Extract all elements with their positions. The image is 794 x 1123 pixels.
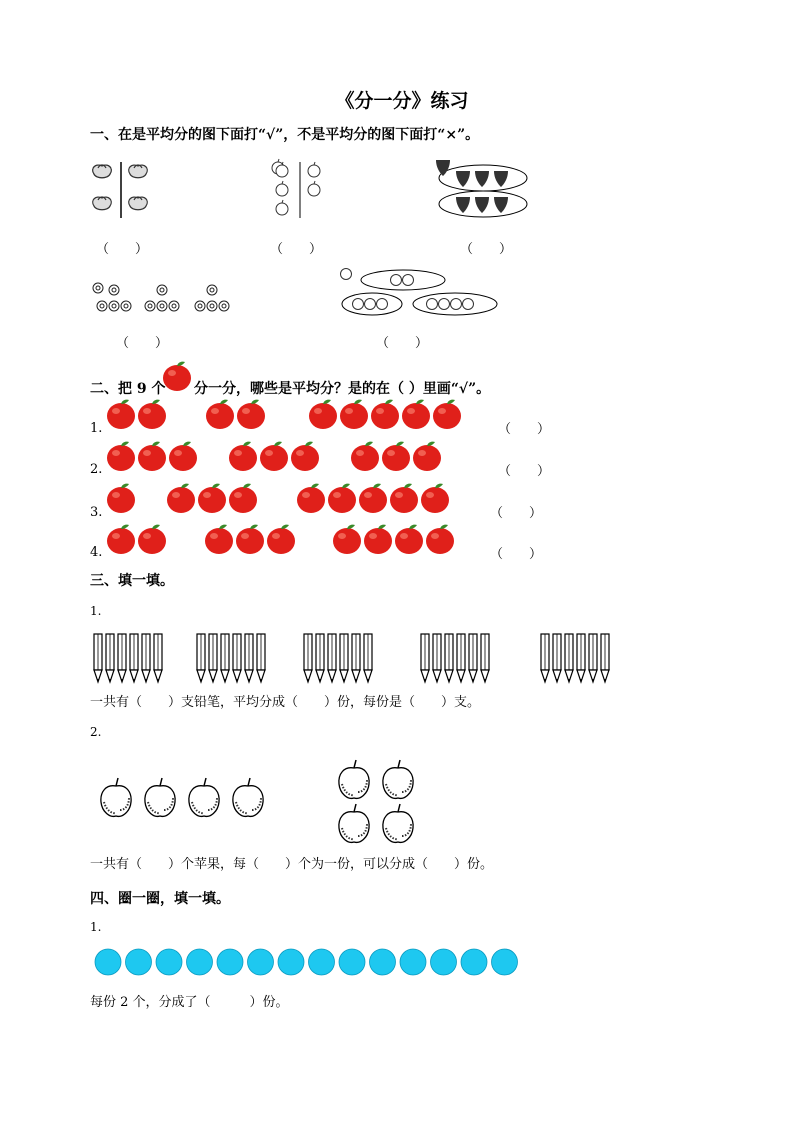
pencil-icon: [154, 634, 162, 682]
q2-blank-1[interactable]: （ ）: [498, 422, 551, 437]
red-apple-icon: [413, 442, 441, 471]
red-apple-icon: [340, 400, 368, 429]
pencil-icon: [209, 634, 217, 682]
blue-circle[interactable]: [248, 949, 274, 975]
red-apple-icon: [107, 484, 135, 513]
red-apple-icon: [237, 400, 265, 429]
pencil-icon: [601, 634, 609, 682]
page-title: 《分一分》练习: [335, 90, 469, 112]
pencil-icon: [565, 634, 573, 682]
pencil-icon: [421, 634, 429, 682]
red-apple-icon: [433, 400, 461, 429]
pencil-icon: [94, 634, 102, 682]
pencil-icon: [352, 634, 360, 682]
q2-blank-4[interactable]: （ ）: [490, 547, 543, 562]
pencil-icon: [433, 634, 441, 682]
red-apple-icon: [364, 525, 392, 554]
pencil-icon: [481, 634, 489, 682]
pencil-icon: [328, 634, 336, 682]
blue-circle[interactable]: [370, 949, 396, 975]
blue-circle[interactable]: [156, 949, 182, 975]
red-apple-icon: [333, 525, 361, 554]
q2-heading-prefix: 二、把 9 个: [90, 381, 166, 397]
blue-circle[interactable]: [461, 949, 487, 975]
red-apple-icon: [309, 400, 337, 429]
q2-row-label: 3.: [90, 505, 103, 520]
pencil-icon: [257, 634, 265, 682]
red-apple-icon: [167, 484, 195, 513]
blue-circle[interactable]: [492, 949, 518, 975]
q2-row-label: 4.: [90, 545, 103, 560]
q3-item1-num: 1.: [90, 604, 102, 618]
red-apple-icon: [198, 484, 226, 513]
red-apple-icon: [359, 484, 387, 513]
blue-circle[interactable]: [431, 949, 457, 975]
red-apple-icon: [138, 400, 166, 429]
pencil-icon: [130, 634, 138, 682]
pencil-icon: [589, 634, 597, 682]
red-apple-icon: [107, 442, 135, 471]
red-apple-icon: [138, 442, 166, 471]
pencil-icon: [245, 634, 253, 682]
q4-item1-sentence: 每份 2 个，分成了（ ）份。: [90, 995, 289, 1010]
q3-pencils-picture: [0, 630, 794, 686]
q2-row-label: 2.: [90, 462, 103, 477]
red-apple-icon: [421, 484, 449, 513]
pencil-icon: [221, 634, 229, 682]
q1-blank-3[interactable]: （ ）: [460, 242, 513, 257]
red-apple-icon: [107, 400, 135, 429]
pencil-icon: [364, 634, 372, 682]
pencil-icon: [577, 634, 585, 682]
red-apple-icon: [382, 442, 410, 471]
pencil-icon: [469, 634, 477, 682]
pencil-icon: [445, 634, 453, 682]
q1-heading: 一、在是平均分的图下面打“√”，不是平均分的图下面打“×”。: [90, 127, 480, 143]
pencil-icon: [233, 634, 241, 682]
q1-blank-5[interactable]: （ ）: [376, 336, 429, 351]
pencil-icon: [457, 634, 465, 682]
red-apple-icon: [138, 525, 166, 554]
pencil-icon: [316, 634, 324, 682]
red-apple-icon: [402, 400, 430, 429]
red-apple-icon: [206, 400, 234, 429]
pencil-icon: [118, 634, 126, 682]
q3-apples-picture: [96, 756, 426, 848]
pencil-icon: [553, 634, 561, 682]
red-apple-icon: [297, 484, 325, 513]
red-apple-icon: [351, 442, 379, 471]
q3-item2-sentence: 一共有（ ）个苹果，每（ ）个为一份，可以分成（ ）份。: [90, 857, 494, 872]
q2-row-label: 1.: [90, 421, 103, 436]
q4-heading: 四、圈一圈，填一填。: [90, 891, 230, 907]
pencil-icon: [340, 634, 348, 682]
red-apple-icon: [267, 525, 295, 554]
red-apple-icon: [371, 400, 399, 429]
blue-circle[interactable]: [126, 949, 152, 975]
red-apple-icon: [229, 484, 257, 513]
red-apple-icon: [291, 442, 319, 471]
blue-circle[interactable]: [400, 949, 426, 975]
q3-item2-num: 2.: [90, 725, 102, 739]
q2-blank-2[interactable]: （ ）: [498, 464, 551, 479]
blue-circle[interactable]: [95, 949, 121, 975]
pencil-icon: [142, 634, 150, 682]
q4-item1-num: 1.: [90, 920, 102, 934]
blue-circle[interactable]: [309, 949, 335, 975]
red-apple-icon: [328, 484, 356, 513]
q2-blank-3[interactable]: （ ）: [490, 506, 543, 521]
q1-blank-2[interactable]: （ ）: [270, 242, 323, 257]
q1-blank-4[interactable]: （ ）: [116, 336, 169, 351]
blue-circle[interactable]: [278, 949, 304, 975]
red-apple-icon: [236, 525, 264, 554]
blue-circle[interactable]: [187, 949, 213, 975]
q3-item1-sentence: 一共有（ ）支铅笔，平均分成（ ）份，每份是（ ）支。: [90, 695, 481, 710]
pencil-icon: [106, 634, 114, 682]
red-apple-icon: [107, 525, 135, 554]
red-apple-icon: [426, 525, 454, 554]
blue-circle[interactable]: [217, 949, 243, 975]
q1-blank-1[interactable]: （ ）: [96, 242, 149, 257]
red-apple-icon: [205, 525, 233, 554]
blue-circle[interactable]: [339, 949, 365, 975]
pencil-icon: [541, 634, 549, 682]
red-apple-icon: [395, 525, 423, 554]
q2-heading-suffix: 分一分，哪些是平均分？是的在（ ）里画“√”。: [194, 381, 491, 397]
red-apple-icon: [390, 484, 418, 513]
red-apple-icon: [260, 442, 288, 471]
pencil-icon: [197, 634, 205, 682]
q4-circle-row: [0, 946, 794, 978]
pencil-icon: [304, 634, 312, 682]
red-apple-icon: [169, 442, 197, 471]
red-apple-icon: [229, 442, 257, 471]
q3-heading: 三、填一填。: [90, 573, 174, 589]
